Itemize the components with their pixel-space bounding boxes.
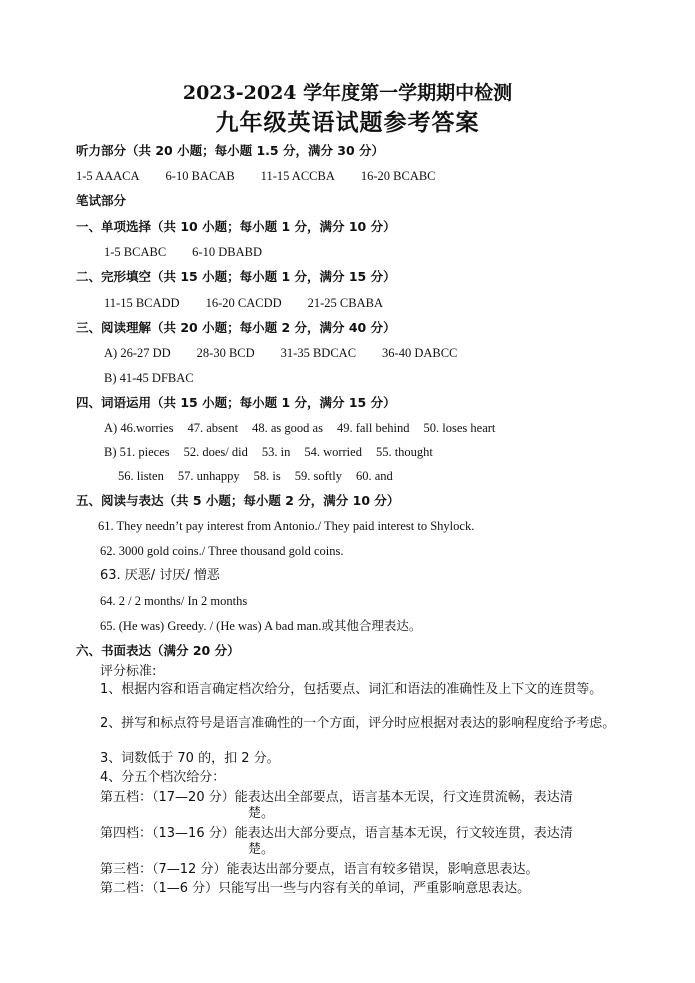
criteria-2: 2、拼写和标点符号是语言准确性的一个方面，评分时应根据对表达的影响程度给予考虑。 — [100, 716, 616, 731]
answer-item: 53. in — [261, 445, 291, 459]
answer-group: 6-10 BACAB — [165, 169, 235, 183]
section3-row-a — [104, 345, 457, 361]
answer-61: 61. They needn’t pay interest from Antonio./ They paid interest to Shylock. — [98, 519, 475, 533]
answer-group: 21-25 CBABA — [307, 296, 383, 310]
section2-heading: 二、完形填空（共 15 小题；每小题 1 分，满分 15 分） — [76, 269, 396, 284]
answer-62: 62. 3000 gold coins./ Three thousand gold coins. — [100, 544, 344, 558]
section5-heading: 五、阅读与表达（共 5 小题；每小题 2 分，满分 10 分） — [76, 493, 400, 508]
answer-group: 28-30 BCD — [196, 346, 255, 360]
grade-2: 第二档：（1—6 分）只能写出一些与内容有关的单词，严重影响意思表达。 — [100, 881, 531, 896]
criteria-title: 评分标准: — [100, 664, 157, 679]
answer-group: 31-35 BDCAC — [280, 346, 357, 360]
answer-item: 56. listen — [118, 469, 164, 483]
grade-3: 第三档：（7—12 分）能表达出部分要点，语言有较多错误，影响意思表达。 — [100, 862, 539, 877]
answer-item: 50. loses heart — [423, 421, 496, 435]
listening-answers — [76, 168, 436, 184]
answer-63: 63. 厌恶/ 讨厌/ 憎恶 — [100, 568, 220, 583]
section2-answers — [104, 295, 383, 311]
answer-group: 16-20 CACDD — [205, 296, 282, 310]
answer-group: 11-15 BCADD — [104, 296, 180, 310]
answer-item: 60. and — [355, 469, 393, 483]
criteria-4: 4、分五个档次给分： — [100, 770, 226, 785]
section3-row-b — [104, 370, 194, 386]
answer-item: 57. unhappy — [177, 469, 240, 483]
section4-row-b — [104, 444, 433, 460]
answer-64: 64. 2 / 2 months/ In 2 months — [100, 594, 248, 608]
answer-item: 49. fall behind — [336, 421, 410, 435]
answer-65: 65. (He was) Greedy. / (He was) A bad man.或其他合理表达。 — [100, 619, 422, 633]
section4-row-a — [104, 420, 495, 436]
answer-item: 52. does/ did — [183, 445, 248, 459]
grade-5: 第五档：（17—20 分）能表达出全部要点，语言基本无误，行文连贯流畅，表达清 — [100, 790, 573, 805]
answer-item: 55. thought — [375, 445, 433, 459]
answer-group: 36-40 DABCC — [382, 346, 458, 360]
answer-item: 54. worried — [304, 445, 362, 459]
grade-4: 第四档：（13—16 分）能表达出大部分要点，语言基本无误，行文较连贯，表达清 — [100, 826, 573, 841]
answer-group: 1-5 AAACA — [76, 169, 140, 183]
section1-answers — [104, 244, 262, 260]
answer-group: 1-5 BCABC — [104, 245, 167, 259]
answer-group: 16-20 BCABC — [360, 169, 436, 183]
section4-heading: 四、词语运用（共 15 小题；每小题 1 分，满分 15 分） — [76, 395, 396, 410]
answer-item: A) 46.worries — [104, 421, 174, 435]
answer-group: B) 41-45 DFBAC — [104, 371, 194, 385]
answer-group: 11-15 ACCBA — [260, 169, 335, 183]
answer-group: A) 26-27 DD — [104, 346, 171, 360]
section1-heading: 一、单项选择（共 10 小题；每小题 1 分，满分 10 分） — [76, 219, 396, 234]
listening-heading: 听力部分（共 20 小题；每小题 1.5 分，满分 30 分） — [76, 143, 385, 158]
exam-title: 2023-2024 学年度第一学期期中检测 — [182, 82, 513, 104]
section3-heading: 三、阅读理解（共 20 小题；每小题 2 分，满分 40 分） — [76, 320, 396, 335]
written-heading: 笔试部分 — [76, 193, 127, 208]
grade-5-cont: 楚。 — [248, 806, 275, 821]
criteria-3: 3、词数低于 70 的，扣 2 分。 — [100, 751, 280, 766]
answer-item: 47. absent — [187, 421, 239, 435]
answer-item: B) 51. pieces — [104, 445, 170, 459]
answer-item: 59. softly — [294, 469, 342, 483]
criteria-1: 1、根据内容和语言确定档次给分，包括要点、词汇和语法的准确性及上下文的连贯等。 — [100, 682, 603, 697]
answer-item: 58. is — [253, 469, 281, 483]
answer-item: 48. as good as — [252, 421, 323, 435]
answer-group: 6-10 DBABD — [192, 245, 262, 259]
section6-heading: 六、书面表达（满分 20 分） — [76, 643, 240, 658]
section4-row-c — [118, 468, 393, 484]
answer-key-title: 九年级英语试题参考答案 — [215, 109, 480, 136]
grade-4-cont: 楚。 — [248, 842, 275, 857]
